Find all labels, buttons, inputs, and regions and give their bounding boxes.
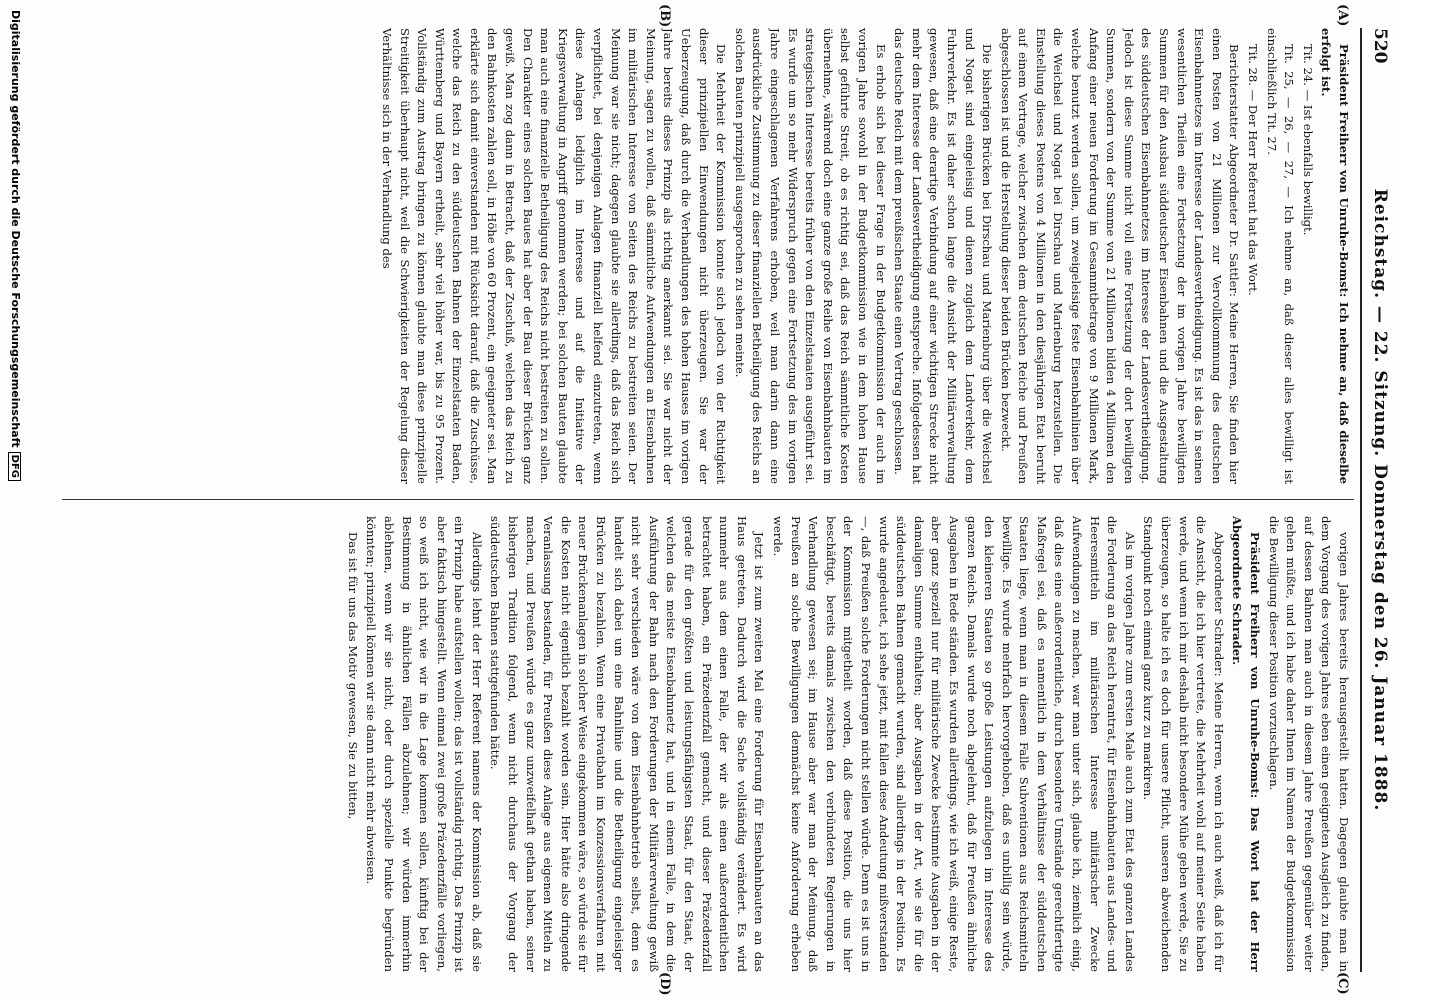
- right-column: [62, 516, 1352, 972]
- paragraph: Präsident Freiherr von Unruhe-Bomst: Ich nehme an, daß dieselbe erfolgt ist.: [1319, 28, 1351, 484]
- header-rule: [1360, 28, 1362, 972]
- running-title: Reichstag. — 22. Sitzung. Donnerstag den 26. Januar 1888.: [1370, 188, 1390, 812]
- margin-marker-b: (B): [657, 4, 672, 28]
- page-number: 520: [1370, 28, 1390, 64]
- margin-marker-d: (D): [657, 972, 672, 996]
- margin-marker-a: (A): [1335, 4, 1350, 27]
- paragraph: Die Mehrheit der Kommission konnte sich jedoch von der Richtigkeit dieser prinzipiellen Einwendungen nicht überzeugen. Sie war der Ueberzeugung, daß durch die Verhandlungen des hohen Hauses im vorigen Jahre bereits dieses Prinzip als richtig anerkannt sei. Sie war nicht der Meinung, sagen zu wollen, daß sämmtliche Aufwendungen an Eisenbahnen im militärischen Interesse von Seiten des Reichs zu bestreiten seien. Der Meinung war sie nicht; dagegen glaubte sie allerdings, daß das Reich sich verpflichtet, bei denjenigen Anlagen finanziell helfend einzutreten, wenn diese Anlagen lediglich im Interesse und auf die Initiative der Kriegsverwaltung in Angriff genommen werden; bei solchen Bauten glaubte man auch eine finanzielle Betheiligung des Reichs nicht bestreiten zu sollen. Den Charakter eines solchen Baues hat aber der Bau dieser Brücken ganz gewiß. Man zog dann in Betracht, daß der Zuschuß, welchen das Reich zu den Bahnkosten zahlen soll, in Höhe von 60 Prozent, ein geeigneter sei. Man erklärte sich damit einverstanden mit Rücksicht darauf, daß die Zuschüsse, welche das Reich zu den süddeutschen Bahnen der Einzelstaaten Baden, Württemberg und Bayern ertheilt, sehr viel höher war, bis zu 95 Prozent. Vollständig zum Austrag bringen zu können glaubte man diese prinzipielle Streitigkeit überhaupt nicht, weil die Schwierigkeiten der Regelung dieser Verhältnisse sich in der Verhandlung des: [379, 28, 729, 484]
- paragraph: Tit. 28. — Der Herr Referent hat das Wort.: [1246, 44, 1261, 296]
- page-header: [1364, 28, 1394, 972]
- paragraph: Berichterstatter Abgeordneter Dr. Sattler: Meine Herren, Sie finden hier einen Posten von 21 Millionen zur Vervollkommnung des deutschen Eisenbahnnetzes im Interesse der Landesvertheidigung. Es ist das in seinen wesentlichen Theilen eine Fortsetzung der im vorigen Jahre bewilligten Summen für den Ausbau süddeutscher Eisenbahnen und die Ausgestaltung des süddeutschen Eisenbahnnetzes im Interesse der Landesvertheidigung. Jedoch ist diese Summe nicht voll eine Fortsetzung der dort bewilligten Summen, sondern von der Summe von 21 Millionen bilden 4 Millionen den Anfang einer neuen Forderung im Gesammtbetrage von 9 Millionen Mark, welche benutzt werden sollen, um zweigeleisige feste Eisenbahnlinien über die Weichsel und Nogat bei Dirschau und Marienburg herzustellen. Die Einstellung dieses Postens von 4 Millionen in den diesjährigen Etat beruht auf einem Vertrage, welcher zwischen dem deutschen Reiche und Preußen abgeschlossen ist und die Herstellung dieser beiden Brücken bezweckt.: [998, 28, 1242, 484]
- paragraph: Als im vorigen Jahre zum ersten Male auch zum Etat des ganzen Landes die Forderung an das Reich herantrat, für Eisenbahnbauten aus Landes- und Heeresmitteln im militärischen Interesse militärischer Zwecke Aufwendungen zu machen, war man unter sich, glaube ich, ziemlich einig, daß dies eine außerordentliche, durch besondere Umstände gerechtfertigte Maßregel sei, daß es namentlich in dem Verhältnisse der süddeutschen Staaten liege, wenn man in diesem Falle Subventionen aus Reichsmitteln bewillige. Es wurde mehrfach hervorgehoben, daß es unbillig sein würde, den kleineren Staaten so große Leistungen aufzulegen im Interesse des ganzen Reichs. Damals wurde noch abgelehnt, daß für Preußen ähnliche Ausgaben in Rede ständen. Es wurden allerdings, wie ich weiß, einige Reste, aber ganz speziell nur für militärische Zwecke bestimmte Ausgaben in der damaligen Summe enthalten; aber Ausgaben in der Art, wie sie für die süddeutschen Bahnen gemacht wurden, sind allerdings in der Position. Es wurde angedeutet, ich sehe jetzt, mit fallen diese Andeutung mißverstanden —, daß Preußen solche Forderungen nicht stellen würde. Denn es ist uns in der Kommission mitgetheilt worden, daß diese Position, die uns hier beschäftigt, bereits damals zwischen den verbündeten Regierungen in Verhandlung gewesen sei; im Hause aber war man der Meinung, daß Preußen an solche Bewilligungen demnächst keine Anforderung erheben werde.: [771, 516, 1137, 972]
- paragraph: Die bisherigen Brücken bei Dirschau und Marienburg über die Weichsel und Nogat sind eingeleisig und dienen zugleich dem Landverkehr, dem Fuhrverkehr. Es ist daher schon lange die Ansicht der Militärverwaltung gewesen, daß eine derartige Verbindung auf einer wichtigen Strecke nicht mehr dem Interesse der Landesvertheidigung entspreche. Infolgedessen hat das deutsche Reich mit dem preußischen Staate einen Vertrag geschlossen.: [892, 28, 995, 484]
- paragraph: vorigen Jahres bereits herausgestellt hatten. Dagegen glaubte man in dem Vorgang des vorigen Jahres eben einen geeigneten Ausgleich zu finden, auf dessen Bahnen man auch in diesem Jahre Preußen gegenüber weiter gehen müßte, und ich habe daher Ihnen im Namen der Budgetkommission die Bewilligung dieser Position vorzuschlagen.: [1266, 516, 1351, 972]
- paragraph: Präsident Freiherr von Unruhe-Bomst: Das Wort hat der Herr Abgeordnete Schrader.: [1230, 516, 1263, 972]
- paragraph: Abgeordneter Schrader: Meine Herren, wenn ich auch weiß, daß ich für die Ansicht, die ich hier vertrete, die Mehrheit wohl auf meiner Seite haben werde, und wenn ich mir deshalb nicht besondere Mühe geben werde, Sie zu überzeugen, so halte ich es doch für unsere Pflicht, unseren abweichenden Standpunkt noch einmal ganz kurz zu markiren.: [1141, 516, 1226, 972]
- dfg-logo: DFG: [8, 452, 21, 481]
- digitization-credit: [2, 0, 22, 1000]
- margin-marker-c: (C): [1335, 972, 1350, 995]
- left-column: [62, 28, 1352, 484]
- paragraph: Jetzt ist zum zweiten Mal eine Forderung für Eisenbahnbauten an das Haus getreten. Dadurch wird die Sache vollständig verändert. Es wird nunmehr aus dem einen Falle, der wir als einen außerordentlichen betrachtet haben, ein Präzedenzfall gemacht, und dieser Präzedenzfall gerade für den größten und leistungsfähigsten Staat, für den Staat, der welchen das meiste Eisenbahnnetz hat, und in einem Falle, in dem die Ausführung der Bahn nach den Forderungen der Militärverwaltung gewiß nicht sehr verschieden wäre von dem Eisenbahnbetrieb selbst, denn es handelt sich dabei um eine Bahnlinie und die Betheiligung eingeleisiger Brücken zu bezahlen. Wenn eine Privatbahn im Konzessionsverfahren mit neuer Brückenanlagen in solcher Weise eingekommen wäre, so würde sie für die Kosten nicht eigentlich bezahlt worden sein. Hier hätte also dringende Veranlassung bestanden, für Preußen diese Anlage aus eigenen Mitteln zu machen, und Preußen würde es ganz unzweifelhaft gethan haben, seiner bisherigen Tradition folgend, wenn nicht durchaus der Vorgang der süddeutschen Bahnen stattgefunden hätte.: [488, 516, 767, 972]
- paragraph: Allerdings lehnt der Herr Referent namens der Kommission ab, daß sie ein Prinzip habe aufstellen wollen; das ist vollständig richtig. Das Prinzip ist aber faktisch hingestellt. Wenn einmal zwei große Präzedenzfälle vorliegen, so weiß ich nicht, wie wir in die Lage kommen sollen, künftig bei der Bestimmung in ähnlichen Fällen abzulehnen; wir würden immerhin ablehnen, wenn wir sie nicht, oder durch spezielle Punkte begründen könnten; prinzipiell können wir sie dann nicht mehr abweisen.: [364, 516, 484, 972]
- paragraph: Tit. 24. — Ist ebenfalls bewilligt.: [1300, 44, 1315, 236]
- paragraph: Es erhob sich bei dieser Frage in der Budgetkommission der auch im vorigen Jahre sowohl in der Budgetkommission wie in dem hohen Hause selbst geführte Streit, ob es richtig sei, daß das Reich sämmtliche Kosten übernehme, während doch eine ganze große Reihe von Eisenbahnbauten im strategischen Interesse bereits früher von den Einzelstaaten ausgeführt sei. Es wurde um so mehr Widerspruch gegen eine Fortsetzung des im vorigen Jahre eingeschlagenen Verfahrens erhoben, weil man darin dann eine ausdrückliche Zustimmung zu dieser finanziellen Betheiligung des Reichs an solchen Bauten prinzipiell ausgesprochen zu sehen meinte.: [732, 28, 888, 484]
- column-divider: [62, 499, 1354, 500]
- paragraph: Tit. 25, — 26, — 27, — Ich nehme an, daß dieser alles bewilligt ist einschließlich Tit. 27.: [1264, 28, 1297, 484]
- credit-text: Digitalisierung gefördert durch die Deutsche Forschungsgemeinschaft: [9, 10, 22, 448]
- paragraph: Das ist für uns das Motiv gewesen, Sie zu bitten,: [345, 532, 360, 820]
